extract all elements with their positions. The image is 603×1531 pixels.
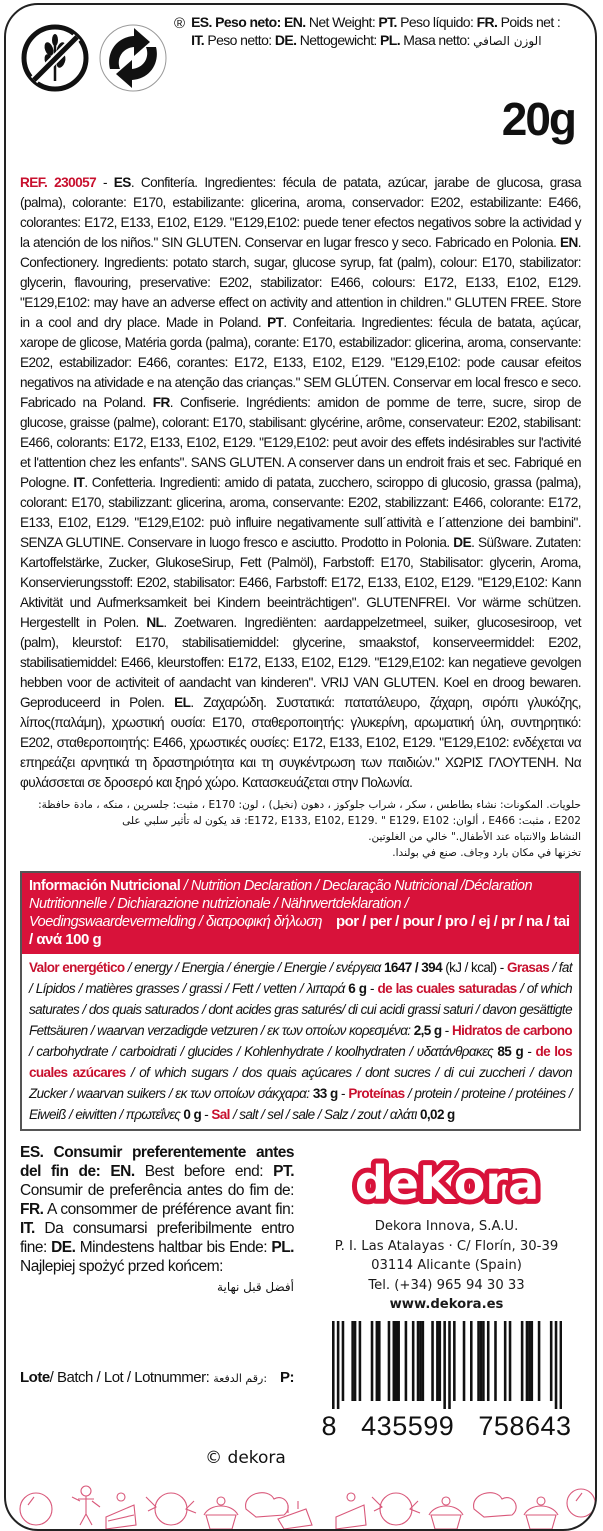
logo-text: deKora bbox=[354, 1156, 539, 1210]
barcode-bar bbox=[448, 1321, 451, 1409]
best-before-it: Da consumarsi preferibilmente entro fine: bbox=[20, 1220, 294, 1256]
nutrition-title: Información Nutricional bbox=[29, 878, 181, 894]
nutrient-salt-label: Sal bbox=[211, 1107, 230, 1122]
ingredients-nl: . Zoetwaren. Ingrediënten: aardappelzetmeel, suiker, glucosesiroop, vet (palm), kleurstof: E170, stabilisatiemiddel: glycerine, smaakstof, konserveermiddel: E202, stabilisatiemiddel: E466, kleurstoffen: E172, E133, E102, E129. "E129,E102: kan negatieve gevolgen hebben voor de activiteit of aandacht van kinderen". VRIJ VAN GLUTEN. Koel en droog bewaren. Geproduceerd in Polen. bbox=[20, 615, 581, 710]
certification-icons bbox=[20, 13, 168, 93]
ingredients-pt: . Confeitaria. Ingredientes: fécula de batata, açúcar, xarope de glicose, Matéria gorda (palma), corante: E170, estabilizador: glicerina, aroma, conservante: E202, estabilizador: E466, corantes: E172, E133, E102, E129. "E129,E102: pode causar efeitos negativos na atividade e na atenção das crianças." SEM GLÚTEN. Conservar em local fresco e seco. Fabricado na Poland. bbox=[20, 315, 581, 410]
net-weight-en: Net Weight: bbox=[305, 14, 379, 30]
nutrient-energy-value: 1647 / 394 bbox=[384, 960, 442, 975]
barcode-bar bbox=[421, 1321, 424, 1401]
barcode-bar bbox=[378, 1321, 381, 1401]
barcode-bar bbox=[358, 1321, 361, 1401]
lot-label-translations: / Batch / Lot / Lotnummer: bbox=[49, 1369, 210, 1386]
barcode-bar bbox=[370, 1321, 373, 1401]
net-weight-value: 20g bbox=[501, 93, 575, 145]
net-weight-ar: الوزن الصافي bbox=[473, 34, 542, 48]
reference-number: REF. 230057 bbox=[20, 175, 97, 190]
lang-code: EN. bbox=[110, 1163, 135, 1180]
lang-code: EN. bbox=[283, 14, 306, 30]
lang-code: ES bbox=[113, 175, 131, 190]
nutrient-translations: / carbohydrate / carboidrati / glucides / Kohlenhydrate / koolhydraten / υδατάνθρακες bbox=[29, 1044, 498, 1059]
nutrient-carbohydrate-value: 85 g bbox=[497, 1044, 524, 1059]
ingredients-text: REF. 230057 - ES. Confitería. Ingredientes: fécula de patata, azúcar, jarabe de glucosa, grasa (palma), colorante: E170, estabilizante: glicerina, aroma, conservador: E202, estabilizante: E466, colorantes: E172, E133, E102, E129. "E129,E102: puede tener efectos negativos sobre la actividad y la atención de los niños." SIN GLUTEN. Conservar en lugar fresco y seco. Fabricado en Polonia. EN. Confectionery. Ingredients: potato starch, sugar, glucose syrup, fat (palm), colour: E170, stabilizator: glycerin, flavouring, preservative: E202, stabilizator: E466, colours: E172, E133, E102, E129. "E129,E102: may have an adverse effect on activity and attention in children." GLUTEN FREE. Store in a cool and dry place. Made in Poland. PT. Confeitaria. Ingredientes: fécula de batata, açúcar, xarope de glicose, Matéria gorda (palma), corante: E170, estabilizador: glicerina, aroma, conservante: E202, estabilizador: E466, corantes: E172, E133, E102, E129. "E129,E102: pode causar efeitos negativos na atividade e na atenção das crianças." SEM GLÚTEN. Conservar em local fresco e seco. Fabricado na Poland. FR. Confiserie. Ingrédients: amidon de pomme de terre, sucre, sirop de glucose, graisse (palme), colorant: E170, stabilisant: glycérine, arôme, conservateur: E202, stabilisant: E466, colorants: E172, E133, E102, E129. "E129,E102: peut avoir des effets indésirables sur l'activité et l'attention chez les enfants". SANS GLUTEN. A conserver dans un endroit frais et sec. Fabriqué en Pologne. IT. Confetteria. Ingredienti: amido di patata, zucchero, sciroppo di glucosio, grassa (palma), colorant: E170, stabilizzant: glicerina, aroma, conservante: E202, stabilizzant: E466, colorante: E172, E133, E102, E129. "E129,E102: può influire negativamente sull´attività e l´attenzione dei bambini". SENZA GLUTINE. Conservare in luogo fresco e asciutto. Prodotto in Polonia. DE. Süßware. Zutaten: Kartoffelstärke, Zucker, GlukoseSirup, Fett (Palmöl), Farbstoff: E170, Stabilisator: glycerin, Aroma, Konservierungsstoff: E202, stabilisator: E466, Farbstoff: E172, E133, E102, E129. "E129,E102: Kann Aktivität und Aufmerksamkeit bei Kindern beeinträchtigen". GLUTENFREI. Vor wärme schützen. Hergestellt in Polen. NL. Zoetwaren. Ingrediënten: aardappelzetmeel, suiker, glucosesiroop, vet (palm), kleurstof: E170, stabilisatiemiddel: glycerine, smaakstof, konserveermiddel: E202, stabilisatiemiddel: E466, kleurstoffen: E172, E133, E102, E129. "E129,E102: kan negatieve gevolgen hebben voor de activiteit of aandacht van kinderen". VRIJ VAN GLUTEN. Koel en droog bewaren. Geproduceerd in Polen. EL. Ζαχαρώδη. Συστατικά: πατατάλευρο, ζάχαρη, σιρόπι γλυκόζης, λίπος(παλάμη), χρωστική ουσία: E170, σταθεροποιητής: γλυκερίνη, αρωματική ύλη, συντηρητικό: E202, σταθεροποιητής: E466, χρωστικές ουσίες: E172, E133, E102, E129. "E129,E102: ενδέχεται να επηρεάζει αρνητικά τη δραστηριότητα και τη συγκέντρωση των παιδιών." ΧΩΡΙΣ ΓΛΟΥΤΕΝΗ. Να φυλάσσεται σε δροσερό και ξηρό χώρο. Κατασκευάζεται στην Πολωνία. bbox=[20, 175, 582, 790]
barcode-digit-first: 8 bbox=[321, 1410, 338, 1441]
barcode-bar bbox=[397, 1321, 400, 1401]
ingredients-en: . Confectionery. Ingredients: potato starch, sugar, glucose syrup, fat (palm), colour: E170, stabilizator: glycerin, flavouring, preservative: E202, stabilizator: E466, colours: E172, E133, E102, E129. "E129,E102: may have an adverse effect on activity and attention in children." GLUTEN FREE. Store in a cool and dry place. Made in Poland. bbox=[20, 235, 581, 330]
barcode-bar bbox=[416, 1321, 419, 1401]
barcode-bar bbox=[404, 1321, 407, 1401]
lang-code: PL. bbox=[380, 32, 400, 48]
nutrient-unit: - bbox=[337, 1086, 349, 1101]
best-before-pl: Najlepiej spożyć przed końcem: bbox=[20, 1258, 223, 1275]
nutrition-table bbox=[20, 871, 581, 1131]
nutrient-unit: - bbox=[441, 1023, 452, 1038]
nutrient-sugars-value: 33 g bbox=[312, 1086, 338, 1101]
barcode-bar bbox=[392, 1321, 395, 1401]
lang-code: DE. bbox=[51, 1239, 76, 1256]
barcode-bar bbox=[486, 1321, 489, 1401]
net-weight-fr: Poids net : bbox=[497, 14, 561, 30]
barcode-bar bbox=[520, 1321, 523, 1401]
best-before-pt: Consumir de preferência antes do fim de: bbox=[20, 1182, 294, 1199]
company-phone: Tel. (+34) 965 94 30 33 bbox=[368, 1277, 525, 1293]
lang-code: PT. bbox=[378, 14, 397, 30]
net-weight-line-2 bbox=[191, 31, 581, 50]
nutrient-unit: - bbox=[523, 1044, 536, 1059]
nutrient-protein-value: 0 g bbox=[183, 1107, 202, 1122]
barcode-bar bbox=[332, 1321, 335, 1409]
lang-code: IT bbox=[73, 475, 85, 490]
lang-code: FR bbox=[152, 395, 170, 410]
nutrient-carbohydrate-label: Hidratos de carbono bbox=[451, 1023, 573, 1038]
company-address-line-1: P. I. Las Atalayas · C/ Florín, 30-39 bbox=[334, 1238, 559, 1254]
nutrient-fat-value: 6 g bbox=[348, 981, 367, 996]
sweets-border-illustration bbox=[6, 1479, 597, 1529]
barcode-bar bbox=[554, 1321, 557, 1409]
barcode-bar bbox=[431, 1321, 434, 1401]
ingredients-arabic bbox=[20, 797, 581, 861]
barcode-bar bbox=[559, 1321, 561, 1409]
copyright: © dekora bbox=[205, 1447, 286, 1468]
net-weight-it: Peso netto: bbox=[204, 32, 275, 48]
company-address-line-2: 03114 Alicante (Spain) bbox=[371, 1258, 522, 1273]
barcode-bar bbox=[503, 1321, 506, 1401]
lot-p-label: P: bbox=[280, 1369, 294, 1386]
lang-code: ES. bbox=[191, 14, 212, 30]
nutrient-unit: (kJ / kcal) - bbox=[442, 960, 507, 975]
barcode-bar bbox=[375, 1321, 378, 1401]
lot-field bbox=[20, 1369, 294, 1386]
net-weight-pt: Peso líquido: bbox=[396, 14, 477, 30]
barcode bbox=[332, 1321, 562, 1409]
nutrient-fat-label: Grasas bbox=[506, 960, 550, 975]
lang-code: EN bbox=[559, 235, 578, 250]
arabic-line: النشاط والانتباه عند الأطفال." خالي من الغلوتين. bbox=[368, 831, 581, 843]
barcode-bar bbox=[479, 1321, 482, 1401]
ingredients-el: . Ζαχαρώδη. Συστατικά: πατατάλευρο, ζάχαρη, σιρόπι γλυκόζης, λίπος(παλάμη), χρωστική ουσία: E170, σταθεροποιητής: γλυκερίνη, αρωματική ύλη, συντηρητικό: E202, σταθεροποιητής: E466, χρωστικές ουσίες: E172, E133, E102, E129. "E129,E102: ενδέχεται να επηρεάζει αρνητικά τη δραστηριότητα και τη συγκέντρωση των παιδιών." ΧΩΡΙΣ ΓΛΟΥΤΕΝΗ. Να φυλάσσεται σε δροσερό και ξηρό χώρο. Κατασκευάζεται στην Πολωνία. bbox=[20, 695, 581, 790]
lot-label-ar: رقم الدفعة: bbox=[213, 1372, 268, 1385]
nutrient-protein-label: Proteínas bbox=[348, 1086, 405, 1101]
nutrition-header bbox=[22, 873, 579, 954]
barcode-bar bbox=[353, 1321, 356, 1401]
lang-code: NL bbox=[146, 615, 164, 630]
barcode-bar bbox=[411, 1321, 414, 1401]
barcode-bar bbox=[394, 1321, 397, 1401]
barcode-bar bbox=[494, 1321, 497, 1401]
lang-code: PT. bbox=[273, 1163, 295, 1180]
lang-code: FR. bbox=[476, 14, 498, 30]
ingredients-fr: . Confiserie. Ingrédients: amidon de pomme de terre, sucre, sirop de glucose, graisse (palme), colorant: E170, stabilisant: glycérine, arôme, conservateur: E202, stabilisant: E466, colorants: E172, E133, E102, E129. "E129,E102: peut avoir des effets indésirables sur l'activité et l'attention chez les enfants". SANS GLUTEN. A conserver dans un endroit frais et sec. Fabriqué en Pologne. bbox=[20, 395, 581, 490]
company-name: Dekora Innova, S.A.U. bbox=[374, 1219, 519, 1234]
arabic-line: حلويات. المكونات: نشاء بطاطس ، سكر ، شراب جلوكوز ، دهون (نخيل) ، لون: E170 ، مثبت: جلسرين ، منكه ، مادة حافظة: E202 ، مثبت: E466 ، ألوان: E172, E133, E102, E129. " E129، E102: قد يكون له تأثير سلبي على bbox=[38, 799, 581, 827]
barcode-bar bbox=[443, 1321, 446, 1409]
barcode-bar bbox=[341, 1321, 344, 1401]
company-website[interactable]: www.dekora.es bbox=[389, 1297, 504, 1312]
barcode-bar bbox=[537, 1321, 540, 1401]
net-weight-pl: Masa netto: bbox=[400, 32, 470, 48]
lang-code: EL bbox=[174, 695, 191, 710]
best-before-de: Mindestens haltbar bis Ende: bbox=[75, 1239, 272, 1256]
barcode-bar bbox=[470, 1321, 473, 1401]
lot-label: Lote bbox=[20, 1369, 50, 1386]
nutrient-unit: - bbox=[201, 1107, 212, 1122]
barcode-bar bbox=[530, 1321, 533, 1401]
green-dot-recycling-icon bbox=[98, 23, 168, 93]
nutrition-title-translations: / Nutrition Declaration / Declaração Nutricional /Déclaration Nutritionnelle / Dichiarazione nutrizionale / Nährwertdeklaration / Voedingswaardevermelding / διατροφική δήλωση bbox=[29, 878, 533, 930]
barcode-group-right: 758643 bbox=[478, 1410, 572, 1441]
lang-code: PT bbox=[267, 315, 284, 330]
net-weight-labels bbox=[191, 13, 581, 50]
lang-code: DE. bbox=[274, 32, 297, 48]
nutrient-translations: / salt / sel / sale / Salz / zout / αλάτι bbox=[229, 1107, 420, 1122]
best-before-fr: A consommer de préférence avant fin: bbox=[43, 1201, 294, 1218]
gluten-free-icon bbox=[20, 23, 90, 93]
ingredients-de: . Süßware. Zutaten: Kartoffelstärke, Zucker, GlukoseSirup, Fett (Palmöl), Farbstoff: E170, Stabilisator: glycerin, Aroma, Konservierungsstoff: E202, stabilisator: E466, Farbstoff: E172, E133, E102, E129. "E129,E102: Kann Aktivität und Aufmerksamkeit bei Kindern beeinträchtigen". GLUTENFREI. Vor wärme schützen. Hergestellt in Polen. bbox=[20, 535, 581, 630]
barcode-bar bbox=[453, 1321, 456, 1401]
barcode-bar bbox=[419, 1321, 422, 1401]
ingredients-it: . Confetteria. Ingredienti: amido di patata, zucchero, sciroppo di glucosio, grassa (palma), colorant: E170, stabilizzant: glicerina, aroma, conservante: E202, stabilizzant: E466, colorante: E172, E133, E102, E129. "E129,E102: può influire negativamente sull´attività e l´attenzione dei bambini". SENZA GLUTINE. Conservare in luogo fresco e asciutto. Prodotto in Polonia. bbox=[20, 475, 581, 550]
barcode-bar bbox=[436, 1321, 439, 1401]
barcode-bar bbox=[508, 1321, 511, 1401]
net-weight-line-1 bbox=[191, 13, 581, 31]
label-frame bbox=[4, 3, 597, 1531]
nutrient-saturates-label: de las cuales saturadas bbox=[377, 981, 517, 996]
best-before-ar: أفضل قبل نهاية bbox=[217, 1280, 294, 1294]
nutrient-translations: / protein / proteine / protéines / Eiweiß / eiwitten / πρωτεΐνες bbox=[29, 1086, 573, 1122]
lang-code: PL. bbox=[271, 1239, 294, 1256]
ingredients-es: . Confitería. Ingredientes: fécula de patata, azúcar, jarabe de glucosa, grasa (palma), colorante: E170, estabilizante: glicerina, aroma, conservador: E202, estabilizante: E466, colorantes: E172, E133, E102, E129. "E129,E102: puede tener efectos negativos sobre la actividad y la atención de los niños." SIN GLUTEN. Conservar en lugar fresco y seco. Fabricado en Polonia. bbox=[20, 175, 582, 250]
lang-code: IT. bbox=[191, 32, 205, 48]
barcode-bar bbox=[336, 1321, 339, 1409]
dates-column bbox=[20, 1143, 294, 1386]
nutrient-translations: / of which sugars / dos quais açúcares / dont sucres / di cui zuccheri / davon Zucker / waarvan suikers / εκ των οποίων σάκχαρα: bbox=[29, 1065, 572, 1101]
company-column bbox=[312, 1143, 581, 1441]
barcode-bar bbox=[438, 1321, 441, 1401]
barcode-bar bbox=[525, 1321, 528, 1401]
nutrient-translations: / fat / Lípidos / matières grasses / grassi / Fett / vetten / λιπαρά bbox=[29, 960, 572, 996]
barcode-bar bbox=[462, 1321, 465, 1401]
bottom-section bbox=[20, 1143, 581, 1441]
lang-code: DE bbox=[453, 535, 472, 550]
nutrient-unit: - bbox=[366, 981, 378, 996]
company-info bbox=[312, 1217, 581, 1315]
net-weight-de: Nettogewicht: bbox=[296, 32, 381, 48]
nutrient-energy-label: Valor energético bbox=[29, 960, 125, 975]
barcode-bar bbox=[477, 1321, 480, 1401]
best-before-es: ES. Consumir preferentemente antes del fin de: bbox=[20, 1144, 294, 1180]
nutrient-translations: / energy / Energia / énergie / Energie / ενέργεια bbox=[124, 960, 385, 975]
nutrient-sugars-label: de los cuales azúcares bbox=[29, 1044, 572, 1080]
registered-mark-icon: ® bbox=[174, 15, 186, 32]
nutrient-salt-value: 0,02 g bbox=[419, 1107, 455, 1122]
lang-code: IT. bbox=[20, 1220, 35, 1237]
header bbox=[20, 13, 581, 93]
best-before-en: Best before end: bbox=[134, 1163, 274, 1180]
barcode-bar bbox=[528, 1321, 531, 1401]
lang-code: FR. bbox=[20, 1201, 44, 1218]
net-weight-es: Peso neto: bbox=[211, 14, 284, 30]
barcode-number bbox=[322, 1411, 572, 1441]
dekora-logo bbox=[351, 1149, 543, 1215]
barcode-bar bbox=[351, 1321, 354, 1401]
barcode-bar bbox=[482, 1321, 485, 1401]
nutrient-translations: / of which saturates / dos quais saturados / dont acides gras saturés/ di cui acidi grassi saturi / davon gesättigte Fettsäuren / waarvan verzadigde vetzuren / εκ των οποίων κορεσμένα: bbox=[29, 981, 573, 1038]
nutrition-per-100g: por / per / pour / pro / ej / pr / na / tai / ανά 100 g bbox=[29, 913, 570, 948]
best-before-block bbox=[20, 1143, 294, 1276]
nutrition-values bbox=[22, 954, 579, 1129]
barcode-bar bbox=[549, 1321, 552, 1401]
barcode-bar bbox=[387, 1321, 390, 1401]
arabic-line: تخزنها في مكان بارد وجاف. صنع في بولندا. bbox=[392, 847, 581, 859]
barcode-group-left: 435599 bbox=[361, 1410, 455, 1441]
nutrient-saturates-value: 2,5 g bbox=[413, 1023, 442, 1038]
